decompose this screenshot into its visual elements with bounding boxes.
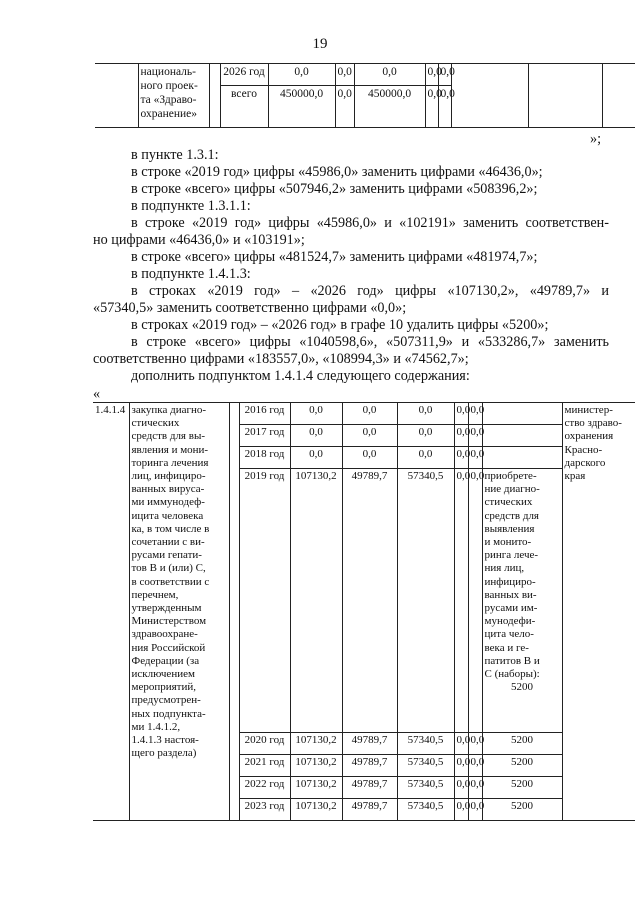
top-table: националь- ного проек- та «Здраво- охранение» 2026 год 0,0 0,0 0,0 0,0 0,0 всего 450000,0 0,0 450000,0 0,0 0,0 [95,63,635,128]
page-number: 19 [312,36,328,52]
paragraph: соответственно цифрами «183557,0», «108994,3» и «74562,7»; [93,351,469,367]
paragraph: в строке «всего» цифры «1040598,6», «507311,9» и «533286,7» заменить [131,334,609,350]
top-year-cell: 2026 год [220,64,268,86]
paragraph: в пункте 1.3.1: [131,147,219,163]
paragraph: в строках «2019 год» – «2026 год» цифры «107130,2», «49789,7» и [131,283,609,299]
paragraph: в строке «всего» цифры «507946,2» заменить цифрами «508396,2»; [131,181,538,197]
paragraph: в строках «2019 год» – «2026 год» в графе 10 удалить цифры «5200»; [131,317,549,333]
item-description: закупка диагно- стических средств для вы- явления и мони- торинга лечения лиц, инфициро- ванных вируса- ми иммунодеф- ицита человека ка, в том числе в сочетании с ви- русами гепати- тов В и (или) С, в соответствии с перечнем, утвержденным Министерством здравоохране- ния Российской Федерации (за исключением мероприятий, предусмотрен- ных подпункта- ми 1.4.1.2, 1.4.1.3 настоя- щего раздела) [129,403,229,821]
paragraph: в строке «2019 год» цифры «45986,0» заменить цифрами «46436,0»; [131,164,543,180]
paragraph: в подпункте 1.3.1.1: [131,198,251,214]
closing-quote: »; [590,131,602,147]
top-table-name: националь- ного проек- та «Здраво- охранение» [138,64,209,128]
paragraph: в строке «всего» цифры «481524,7» заменить цифрами «481974,7»; [131,249,538,265]
year-cell: 2016 год [239,403,290,425]
paragraph: но цифрами «46436,0» и «103191»; [93,232,305,248]
paragraph: в подпункте 1.4.1.3: [131,266,251,282]
main-table: 1.4.1.4 закупка диагно- стических средств для вы- явления и мони- торинга лечения лиц, инфициро- ванных вируса- ми иммунодеф- ицита человека ка, в том числе в сочетании с ви- русами гепати- тов В и (или) С, в соответствии с перечнем, утвержденным Министерством здравоохране- ния Российской Федерации (за исключением мероприятий, предусмотрен- ных подпункта- ми 1.4.1.2, 1.4.1.3 настоя- щего раздела) 2016 год 0,0 0,0 0,0 0,0 0,0 министер- ство здраво- охранения Красно- дарского края 2017 год 0,0 0,0 0,0 0,0 0,0 2018 год 0,0 0,0 0,0 0,0 0,0 2019 год 107130,2 49789,7 57340,5 0,0 0,0 приобрете- ние диагно- стических средств для выявления и монито- ринга лече- ния лиц, инфициро- ванных ви- русами им- мунодефи- цита чело- века и ге- патитов В и С (наборы): 5200 2020 год 107130,2 49789,7 57340,5 0,0 0,0 5200 2021 год 107130,2 49789,7 57340,5 0,0 0,0 5200 2022 год 107130,2 49789,7 57340,5 0,0 0,0 5200 2023 год 107130,2 49789,7 57340,5 0,0 0,0 5200 [93,402,635,821]
item-number: 1.4.1.4 [93,403,129,821]
result-2019: приобрете- ние диагно- стических средств для выявления и монито- ринга лече- ния лиц, инфициро- ванных ви- русами им- мунодефи- цита чело- века и ге- патитов В и С (наборы): 5200 [482,469,562,733]
paragraph: в строке «2019 год» цифры «45986,0» и «102191» заменить соответствен- [131,215,609,231]
paragraph: дополнить подпунктом 1.4.1.4 следующего содержания: [131,368,470,384]
executor-cell: министер- ство здраво- охранения Красно- дарского края [562,403,635,821]
open-quote: « [93,386,101,402]
paragraph: «57340,5» заменить соответственно цифрами «0,0»; [93,300,407,316]
